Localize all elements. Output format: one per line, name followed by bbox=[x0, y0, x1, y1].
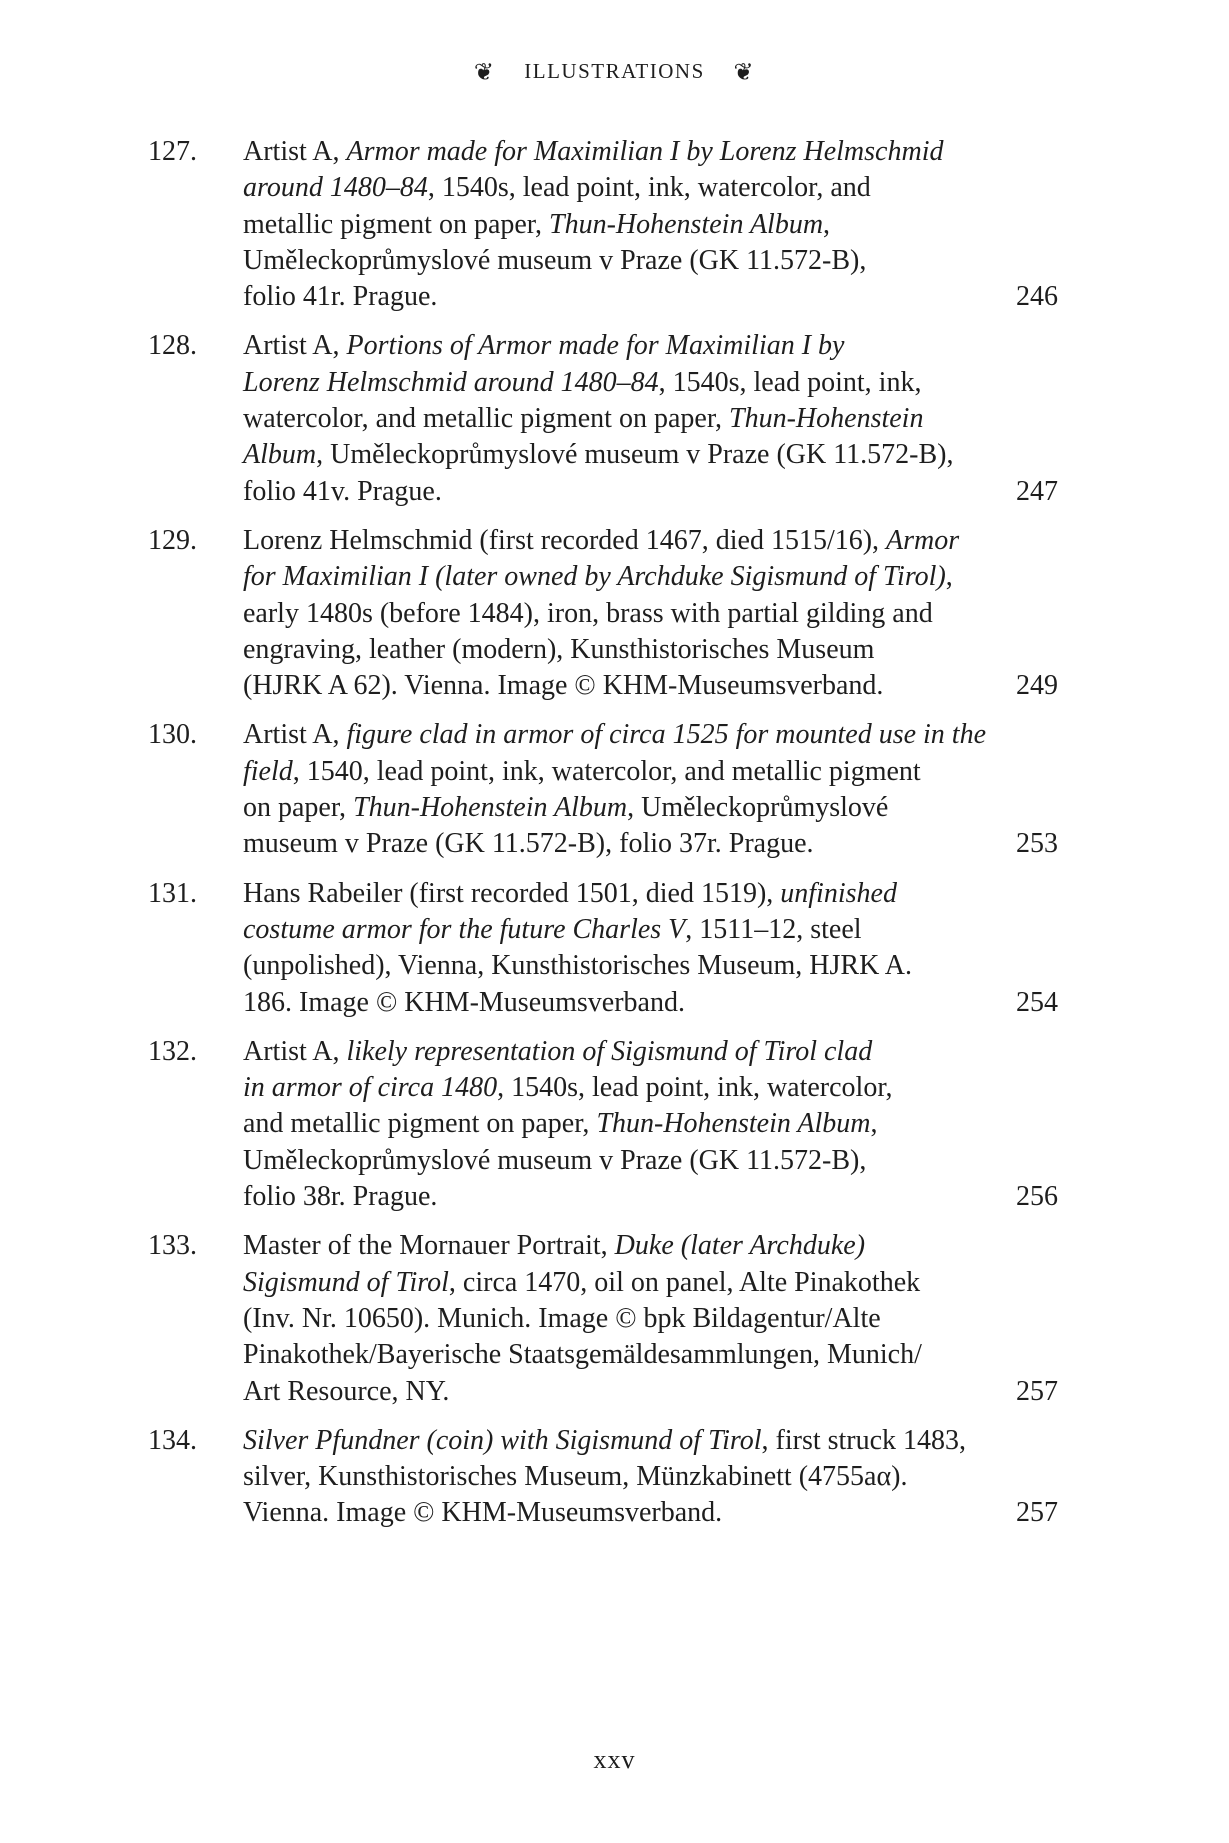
caption-text: , Uměleckoprůmyslové bbox=[627, 792, 889, 824]
caption-line bbox=[243, 596, 1008, 632]
entry-number: 129. bbox=[148, 524, 197, 556]
caption-line bbox=[243, 1143, 1008, 1179]
entry-page-number: 247 bbox=[1016, 475, 1058, 507]
caption-line bbox=[243, 1495, 1008, 1531]
caption-text: Master of the Mornauer Portrait, bbox=[243, 1230, 615, 1262]
caption-text: folio 41v. Prague. bbox=[243, 475, 442, 507]
page-title: ILLUSTRATIONS bbox=[524, 59, 705, 83]
caption-text: folio 41r. Prague. bbox=[243, 281, 438, 313]
caption-title-text: Portions of Armor made for Maximilian I by bbox=[346, 330, 845, 362]
caption-text: Artist A, bbox=[243, 719, 347, 751]
entry-number: 131. bbox=[148, 877, 197, 909]
caption-line bbox=[243, 170, 1008, 206]
entry-number: 134. bbox=[148, 1424, 197, 1456]
caption-line bbox=[243, 754, 1008, 790]
caption-text: (HJRK A 62). Vienna. Image © KHM-Museumsverband. bbox=[243, 670, 884, 702]
caption-text: metallic pigment on paper, bbox=[243, 208, 550, 240]
caption-text: engraving, leather (modern), Kunsthistorisches Museum bbox=[243, 633, 875, 665]
caption-text: , Uměleckoprůmyslové museum v Praze (GK 11.572-B), bbox=[316, 439, 954, 471]
caption-line bbox=[243, 523, 1008, 559]
caption-line bbox=[243, 243, 1008, 279]
list-item bbox=[148, 1228, 1058, 1409]
caption-line bbox=[243, 1301, 1008, 1337]
entry-caption bbox=[243, 134, 1008, 315]
entry-caption bbox=[243, 523, 1008, 704]
caption-title-text: Thun-Hohenstein Album bbox=[549, 208, 824, 240]
caption-line bbox=[243, 134, 1008, 170]
entry-number: 132. bbox=[148, 1035, 197, 1067]
caption-line bbox=[243, 1179, 1008, 1215]
caption-title-text: Thun-Hohenstein bbox=[729, 403, 924, 435]
caption-line bbox=[243, 1034, 1008, 1070]
caption-text: and metallic pigment on paper, bbox=[243, 1108, 597, 1140]
entry-caption bbox=[243, 717, 1008, 862]
ornament-right-icon: ❦ bbox=[733, 60, 756, 86]
caption-line bbox=[243, 912, 1008, 948]
caption-line bbox=[243, 1459, 1008, 1495]
running-head bbox=[0, 58, 1229, 87]
caption-text: , 1540, lead point, ink, watercolor, and metallic pigment bbox=[292, 755, 921, 787]
entry-caption bbox=[243, 1228, 1008, 1409]
caption-title-text: around 1480–84 bbox=[243, 172, 428, 204]
entry-page-number: 254 bbox=[1016, 986, 1058, 1018]
caption-text: , 1540s, lead point, ink, watercolor, bbox=[497, 1072, 893, 1104]
list-item bbox=[148, 717, 1058, 862]
caption-text: , bbox=[945, 561, 953, 593]
entry-page-number: 257 bbox=[1016, 1497, 1058, 1529]
list-item bbox=[148, 328, 1058, 509]
caption-line bbox=[243, 1374, 1008, 1410]
caption-title-text: Thun-Hohenstein Album bbox=[596, 1108, 871, 1140]
caption-line bbox=[243, 790, 1008, 826]
list-item bbox=[148, 1423, 1058, 1532]
entry-page-number: 249 bbox=[1016, 670, 1058, 702]
entry-caption bbox=[243, 328, 1008, 509]
caption-line bbox=[243, 1070, 1008, 1106]
caption-title-text: Silver Pfundner (coin) with Sigismund of Tirol bbox=[243, 1424, 762, 1456]
caption-text: Art Resource, NY. bbox=[243, 1375, 450, 1407]
caption-text: (unpolished), Vienna, Kunsthistorisches Museum, HJRK A. bbox=[243, 950, 912, 982]
caption-text: early 1480s (before 1484), iron, brass with partial gilding and bbox=[243, 597, 933, 629]
caption-line bbox=[243, 279, 1008, 315]
caption-text: Uměleckoprůmyslové museum v Praze (GK 11.572-B), bbox=[243, 244, 867, 276]
caption-text: , circa 1470, oil on panel, Alte Pinakothek bbox=[448, 1266, 921, 1298]
caption-title-text: likely representation of Sigismund of Tirol clad bbox=[346, 1035, 873, 1067]
caption-line bbox=[243, 207, 1008, 243]
caption-title-text: Lorenz Helmschmid around 1480–84 bbox=[243, 366, 659, 398]
caption-text: folio 38r. Prague. bbox=[243, 1181, 438, 1213]
caption-title-text: for Maximilian I (later owned by Archduke Sigismund of Tirol) bbox=[243, 561, 946, 593]
caption-line bbox=[243, 401, 1008, 437]
caption-line bbox=[243, 668, 1008, 704]
caption-line bbox=[243, 1423, 1008, 1459]
caption-line bbox=[243, 559, 1008, 595]
caption-line bbox=[243, 1265, 1008, 1301]
caption-line bbox=[243, 1228, 1008, 1264]
caption-text: 186. Image © KHM-Museumsverband. bbox=[243, 986, 685, 1018]
entry-caption bbox=[243, 1423, 1008, 1532]
caption-title-text: Duke (later Archduke) bbox=[614, 1230, 866, 1262]
caption-line bbox=[243, 437, 1008, 473]
caption-text: , bbox=[823, 208, 831, 240]
caption-line bbox=[243, 1106, 1008, 1142]
caption-line bbox=[243, 826, 1008, 862]
caption-line bbox=[243, 985, 1008, 1021]
entry-number: 130. bbox=[148, 719, 197, 751]
caption-text: , 1511–12, steel bbox=[685, 913, 862, 945]
entry-number: 133. bbox=[148, 1230, 197, 1262]
caption-line bbox=[243, 876, 1008, 912]
caption-text: Artist A, bbox=[243, 136, 347, 167]
caption-text: Pinakothek/Bayerische Staatsgemäldesammlungen, Munich/ bbox=[243, 1339, 922, 1371]
caption-title-text: unfinished bbox=[780, 877, 897, 909]
caption-text: , 1540s, lead point, ink, watercolor, and bbox=[427, 172, 871, 204]
caption-text: , 1540s, lead point, ink, bbox=[658, 366, 922, 398]
list-item bbox=[148, 523, 1058, 704]
entry-number: 127. bbox=[148, 136, 197, 167]
caption-text: on paper, bbox=[243, 792, 354, 824]
caption-text: Lorenz Helmschmid (first recorded 1467, died 1515/16), bbox=[243, 524, 887, 556]
page-number: xxv bbox=[593, 1745, 636, 1774]
caption-title-text: Thun-Hohenstein Album bbox=[353, 792, 628, 824]
caption-text: silver, Kunsthistorisches Museum, Münzkabinett (4755aα). bbox=[243, 1461, 908, 1493]
caption-title-text: figure clad in armor of circa 1525 for mounted use in the bbox=[346, 719, 986, 751]
caption-title-text: Album bbox=[243, 439, 317, 471]
entry-caption bbox=[243, 1034, 1008, 1215]
illustration-list bbox=[148, 134, 1058, 1545]
list-item bbox=[148, 1034, 1058, 1215]
caption-text: Artist A, bbox=[243, 330, 347, 362]
ornament-left-icon: ❦ bbox=[473, 60, 496, 86]
caption-title-text: costume armor for the future Charles V bbox=[243, 913, 686, 945]
caption-text: Uměleckoprůmyslové museum v Praze (GK 11.572-B), bbox=[243, 1144, 867, 1176]
caption-line bbox=[243, 365, 1008, 401]
caption-line bbox=[243, 1337, 1008, 1373]
caption-text: Hans Rabeiler (first recorded 1501, died 1519), bbox=[243, 877, 781, 909]
caption-text: , first struck 1483, bbox=[761, 1424, 967, 1456]
caption-text: Vienna. Image © KHM-Museumsverband. bbox=[243, 1497, 723, 1529]
list-item bbox=[148, 134, 1058, 315]
caption-title-text: in armor of circa 1480 bbox=[243, 1072, 498, 1104]
list-item bbox=[148, 876, 1058, 1021]
caption-line bbox=[243, 948, 1008, 984]
caption-title-text: Sigismund of Tirol bbox=[243, 1266, 449, 1298]
caption-title-text: Armor bbox=[886, 524, 960, 556]
caption-text: Artist A, bbox=[243, 1035, 347, 1067]
entry-page-number: 257 bbox=[1016, 1375, 1058, 1407]
caption-line bbox=[243, 328, 1008, 364]
caption-line bbox=[243, 632, 1008, 668]
caption-line bbox=[243, 474, 1008, 510]
entry-page-number: 253 bbox=[1016, 828, 1058, 860]
caption-title-text: Armor made for Maximilian I by Lorenz Helmschmid bbox=[346, 136, 944, 167]
caption-text: , bbox=[870, 1108, 878, 1140]
entry-page-number: 256 bbox=[1016, 1181, 1058, 1213]
caption-text: (Inv. Nr. 10650). Munich. Image © bpk Bildagentur/Alte bbox=[243, 1302, 881, 1334]
entry-caption bbox=[243, 876, 1008, 1021]
entry-number: 128. bbox=[148, 330, 197, 362]
entry-page-number: 246 bbox=[1016, 281, 1058, 313]
caption-text: museum v Praze (GK 11.572-B), folio 37r. Prague. bbox=[243, 828, 814, 860]
caption-line bbox=[243, 717, 1008, 753]
caption-text: watercolor, and metallic pigment on paper, bbox=[243, 403, 730, 435]
caption-title-text: field bbox=[243, 755, 293, 787]
